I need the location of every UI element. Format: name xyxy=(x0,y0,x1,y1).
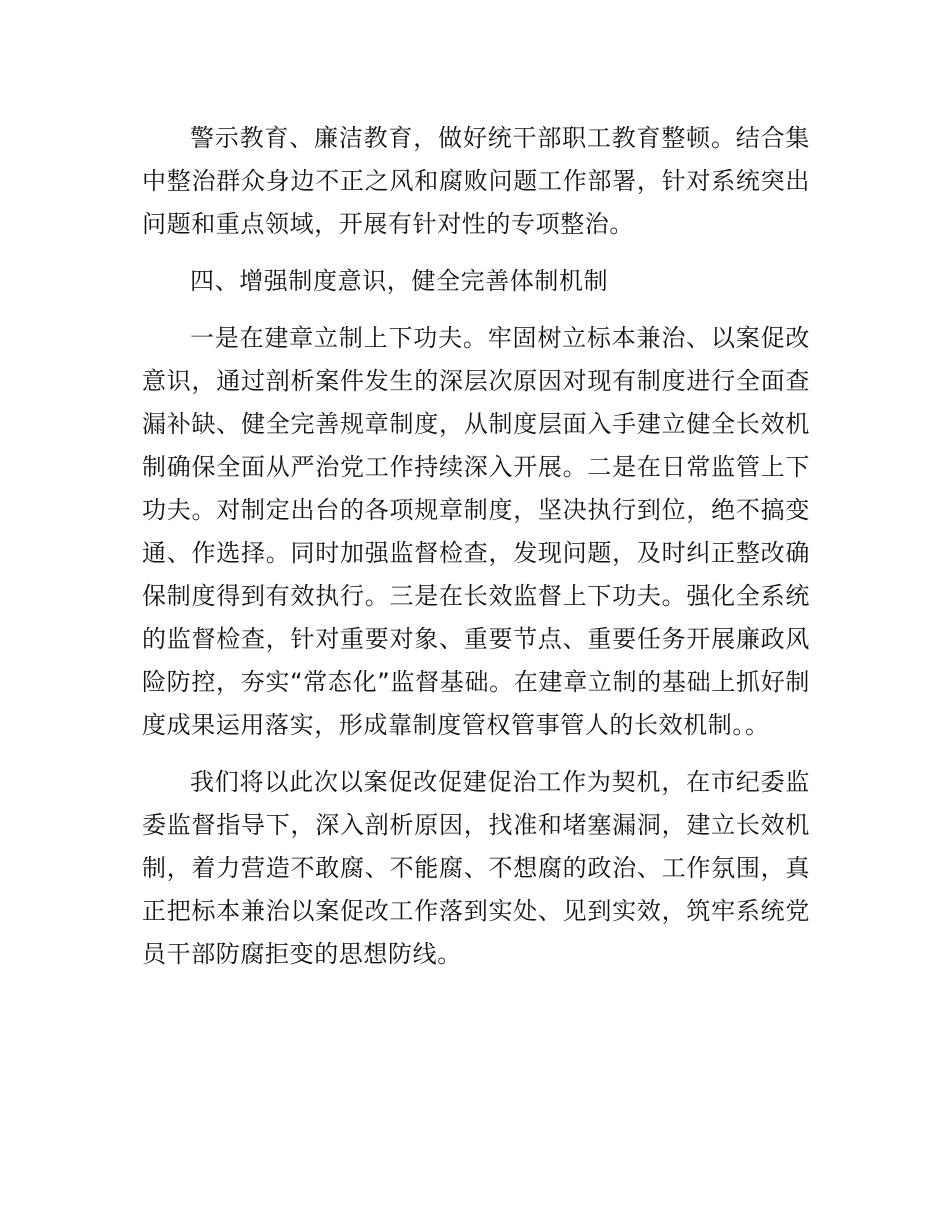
paragraph-conclusion: 我们将以此次以案促改促建促治工作为契机，在市纪委监委监督指导下，深入剖析原因，找准和堵塞漏洞，建立长效机制，着力营造不敢腐、不能腐、不想腐的政治、工作氛围，真正把标本兼治以案促改工作落到实处、见到实效，筑牢系统党员干部防腐拒变的思想防线。 xyxy=(142,768,810,968)
paragraph-institution-building: 一是在建章立制上下功夫。牢固树立标本兼治、以案促改意识，通过剖析案件发生的深层次原因对现有制度进行全面查漏补缺、健全完善规章制度，从制度层面入手建立健全长效机制确保全面从严治党工作持续深入开展。二是在日常监管上下功夫。对制定出台的各项规章制度，坚决执行到位，绝不搞变通、作选择。同时加强监督检查，发现问题，及时纠正整改确保制度得到有效执行。三是在长效监督上下功夫。强化全系统的监督检查，针对重要对象、重要节点、重要任务开展廉政风险防控，夯实“常态化”监督基础。在建章立制的基础上抓好制度成果运用落实，形成靠制度管权管事管人的长效机制。。 xyxy=(142,324,810,739)
section-heading-system: 四、增强制度意识，健全完善体制机制 xyxy=(190,267,609,295)
paragraph-education: 警示教育、廉洁教育，做好统干部职工教育整顿。结合集中整治群众身边不正之风和腐败问题工作部署，针对系统突出问题和重点领域，开展有针对性的专项整治。 xyxy=(142,124,810,238)
document-body xyxy=(142,117,810,990)
